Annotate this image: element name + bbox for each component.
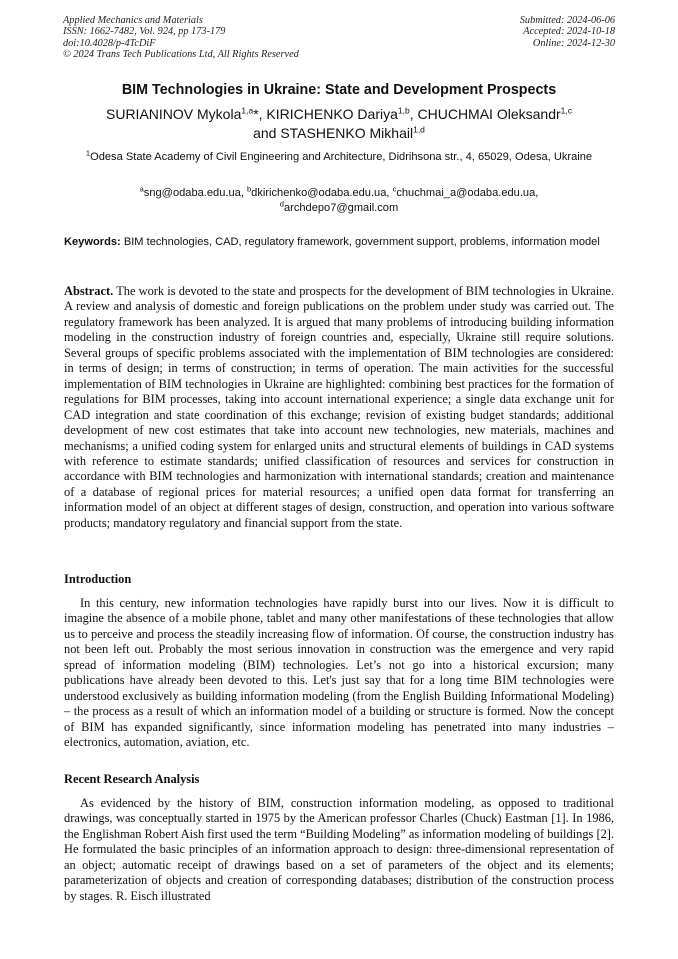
author-conjunction: and [253,125,277,141]
author-name: CHUCHMAI Oleksandr [417,106,561,122]
email-mark: a [139,184,144,194]
email-mark: b [246,184,252,194]
abstract [64,284,614,531]
section-heading-recent-research: Recent Research Analysis [64,772,200,786]
email-address: archdepo7@gmail.com [283,201,399,214]
journal-info [63,15,299,61]
email-mark: c [392,184,397,194]
accepted-date: Accepted: 2024-10-18 [523,26,615,38]
email-address: chuchmai_a@odaba.edu.ua [396,187,536,199]
email-separator: , [535,187,539,199]
author-name: KIRICHENKO Dariya [266,106,398,122]
email-list [64,186,614,215]
affiliation-text: Odesa State Academy of Civil Engineering and Architecture, Didrihsona str., 4, 65029, Odesa, Ukraine [90,151,593,163]
affiliation [64,150,614,166]
journal-name: Applied Mechanics and Materials [63,15,203,26]
email-mark: d [279,198,284,208]
author-name: STASHENKO Mikhail [280,125,414,141]
section-heading-introduction: Introduction [64,572,132,586]
keywords-text: BIM technologies, CAD, regulatory framework, government support, problems, information model [123,236,600,248]
abstract-text: The work is devoted to the state and prospects for the development of BIM technologies in Ukraine. A review and analysis of domestic and foreign publications on the problem under study was carried out. The regulatory framework has been analyzed. It is argued that many problems of introducing building information modeling in the construction industry of foreign countries and, especially, Ukraine still require solutions. Several groups of specific problems associated with the implementation of BIM technologies are considered: in terms of design; in terms of construction; in terms of operation. The main activities for the successful implementation of BIM technologies in Ukraine are highlighted: combining best practices for the formation of regulations for BIM processes, taking into account international experience; a single data exchange unit for CAD integration and state coordination of this exchange; revision of existing budget standards; additional development of new cost estimates that take into account new technologies, new materials, machines and mechanisms; a unified coding system for enlarged units and structural elements of buildings in CAD systems with reference to estimate standards; unified classification of resources and services for construction in accordance with BIM technologies and harmonization with international standards; creation and maintenance of a database of regional prices for material resources; a unified open data format for transferring an information model of an object at different stages of design, construction, and operation into various software products; mandatory regulatory and financial support from the state. [64,284,615,530]
author-affiliation-mark: 1,b [397,105,410,116]
affiliation-mark: 1 [85,148,91,158]
abstract-label: Abstract. [64,284,114,298]
online-date: Online: 2024-12-30 [532,37,615,49]
keywords [64,235,614,251]
submitted-date: Submitted: 2024-06-06 [519,15,615,26]
email-separator: , [386,187,393,199]
copyright-line: © 2024 Trans Tech Publications Ltd, All Rights Reserved [63,49,299,61]
paper-title: BIM Technologies in Ukraine: State and Development Prospects [121,82,557,98]
publication-dates [520,15,615,49]
email-address: dkirichenko@odaba.edu.ua [251,187,387,199]
keywords-label: Keywords: [64,236,121,248]
doi-line: doi:10.4028/p-4TcDiF [63,37,156,49]
author-affiliation-mark: 1,c [560,105,572,116]
recent-research-paragraph: As evidenced by the history of BIM, construction information modeling, as opposed to traditional drawings, was conceptually started in 1975 by the American professor Charles (Chuck) Eastman [1]. In 1986, the Englishman Robert Aish first used the term “Building Modeling” as information modeling of buildings [2]. He formulated the basic principles of an information approach to design: three-dimensional representation of an object; automatic receipt of drawings based on a set of parameters of the object and its elements; parameterization of objects and creation of corresponding databases; distribution of the construction process by stages. R. Eisch illustrated [64,796,614,903]
author-separator: , [409,106,418,122]
email-separator: , [240,187,247,199]
introduction-paragraph: In this century, new information technologies have rapidly burst into our lives. Now it is difficult to imagine the absence of a mobile phone, tablet and many other manifestations of these technologies that allow us to perceive and process the steadily increasing flow of information. Of course, the construction industry has not been left out. Probably the most serious innovation in construction was the emergence and very rapid spread of information modeling (BIM) technologies. Let’s not go into a historical excursion; many publications have already been devoted to this. Let's just say that for a long time BIM technologies were understood exclusively as building information modeling (from the English Building Informational Modeling) – the process as a result of which an information model of a building or structure is formed. Now the concept of BIM has expanded significantly, since information modeling has penetrated into many industries – electronics, automation, aviation, etc. [64,596,614,750]
author-separator: , [258,106,267,122]
author-affiliation-mark: 1,a [241,105,254,116]
author-name: SURIANINOV Mykola [106,106,242,122]
author-list [50,105,628,143]
email-address: sng@odaba.edu.ua [143,187,241,199]
author-affiliation-mark: 1,d [413,124,425,135]
issn-line: ISSN: 1662-7482, Vol. 924, pp 173-179 [63,26,226,38]
corresponding-author-mark: * [253,106,259,122]
